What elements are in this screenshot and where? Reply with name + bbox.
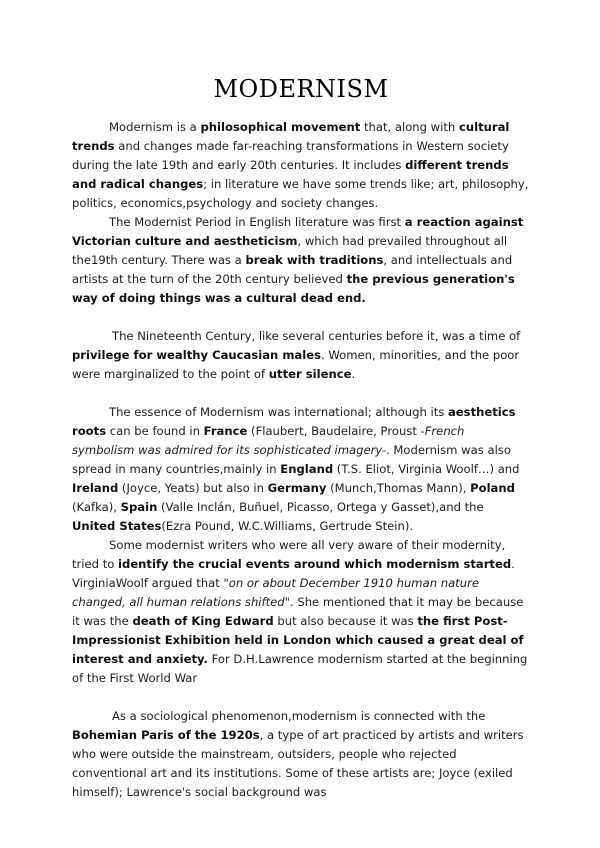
bold-text: philosophical movement [200, 120, 361, 134]
bold-text: England [280, 462, 334, 476]
bold-text: Ireland [72, 481, 119, 495]
text: . Modernism was also spread in many countries,mainly in [72, 443, 511, 476]
paragraph-4 [72, 403, 530, 536]
paragraph-spacer [72, 688, 530, 707]
bold-text: a reaction against Victorian culture and aestheticism [72, 215, 524, 248]
text: (Munch,Thomas Mann), [326, 481, 471, 495]
bold-text: break with traditions [245, 253, 384, 267]
paragraph-5 [72, 536, 530, 688]
text: (Ezra Pound, W.C.Williams, Gertrude Stein). [161, 519, 414, 533]
text: For D.H.Lawrence modernism started at the beginning of the First World War [72, 652, 528, 685]
bold-text: utter silence [268, 367, 352, 381]
paragraph-spacer [72, 384, 530, 403]
paragraph-2 [72, 213, 530, 308]
bold-text: cultural trends [72, 120, 510, 153]
text: can be found in [106, 424, 204, 438]
paragraph-1 [72, 118, 530, 213]
text: The essence of Modernism was international; although its [109, 405, 448, 419]
text: (Joyce, Yeats) but also in [118, 481, 268, 495]
text: . VirginiaWoolf argued that [72, 557, 515, 590]
bold-text: Spain [120, 500, 158, 514]
bold-text: privilege for wealthy Caucasian males [72, 348, 321, 362]
bold-text: the first Post-Impressionist Exhibition held in London which caused a great deal of interest and anxiety. [72, 614, 524, 666]
page-title: MODERNISM [213, 75, 389, 103]
text: As a sociological phenomenon,modernism is connected with the [112, 709, 486, 723]
text: Some modernist writers who were all very aware of their modernity, tried to [72, 538, 506, 571]
text: Modernism is a [109, 120, 201, 134]
paragraph-6 [72, 707, 530, 802]
text: The Modernist Period in English literature was first [109, 215, 405, 229]
text: . She mentioned that it may be because it was the [72, 595, 524, 628]
text: , which had prevailed throughout all the19th century. There was a [72, 234, 508, 267]
text: (Flaubert, Baudelaire, Proust - [247, 424, 425, 438]
text: that, along with [360, 120, 459, 134]
text: . [351, 367, 356, 381]
paragraph-3 [72, 327, 530, 384]
bold-text: United States [72, 519, 162, 533]
text: ; in literature we have some trends like; art, philosophy, politics, economics,psychology and society changes. [72, 177, 529, 210]
bold-text: France [203, 424, 248, 438]
bold-text: Poland [470, 481, 515, 495]
paragraph-spacer [72, 308, 530, 327]
text: The Nineteenth Century, like several centuries before it, was a time of [112, 329, 521, 343]
bold-text: death of King Edward [132, 614, 274, 628]
bold-text: the previous generation's way of doing things was a cultural dead end. [72, 272, 515, 305]
text: (Valle Inclán, Buñuel, Picasso, Ortega y Gasset),and the [157, 500, 484, 514]
text: , a type of art practiced by artists and writers who were outside the mainstream, outsiders, people who rejected conventional art and its institutions. Some of these artists are; Joyce (exiled himself); Lawrence's social background was [72, 728, 524, 799]
italic-text: French symbolism was admired for its sophisticated imagery- [72, 424, 465, 457]
text: but also because it was [273, 614, 418, 628]
italic-text: "on or about December 1910 human nature changed, all human relations shifted" [72, 576, 479, 609]
bold-text: Germany [267, 481, 327, 495]
text: (T.S. Eliot, Virginia Woolf…) and [333, 462, 520, 476]
bold-text: different trends and radical changes [72, 158, 509, 191]
bold-text: identify the crucial events around which modernism started [118, 557, 512, 571]
text: . Women, minorities, and the poor were marginalized to the point of [72, 348, 520, 381]
bold-text: aesthetics roots [72, 405, 516, 438]
text: , and intellectuals and artists at the turn of the 20th century believed [72, 253, 513, 286]
bold-text: Bohemian Paris of the 1920s [72, 728, 260, 742]
text: (Kafka), [72, 500, 121, 514]
text: and changes made far-reaching transformations in Western society during the late 19th and early 20th centuries. It includes [72, 139, 509, 172]
